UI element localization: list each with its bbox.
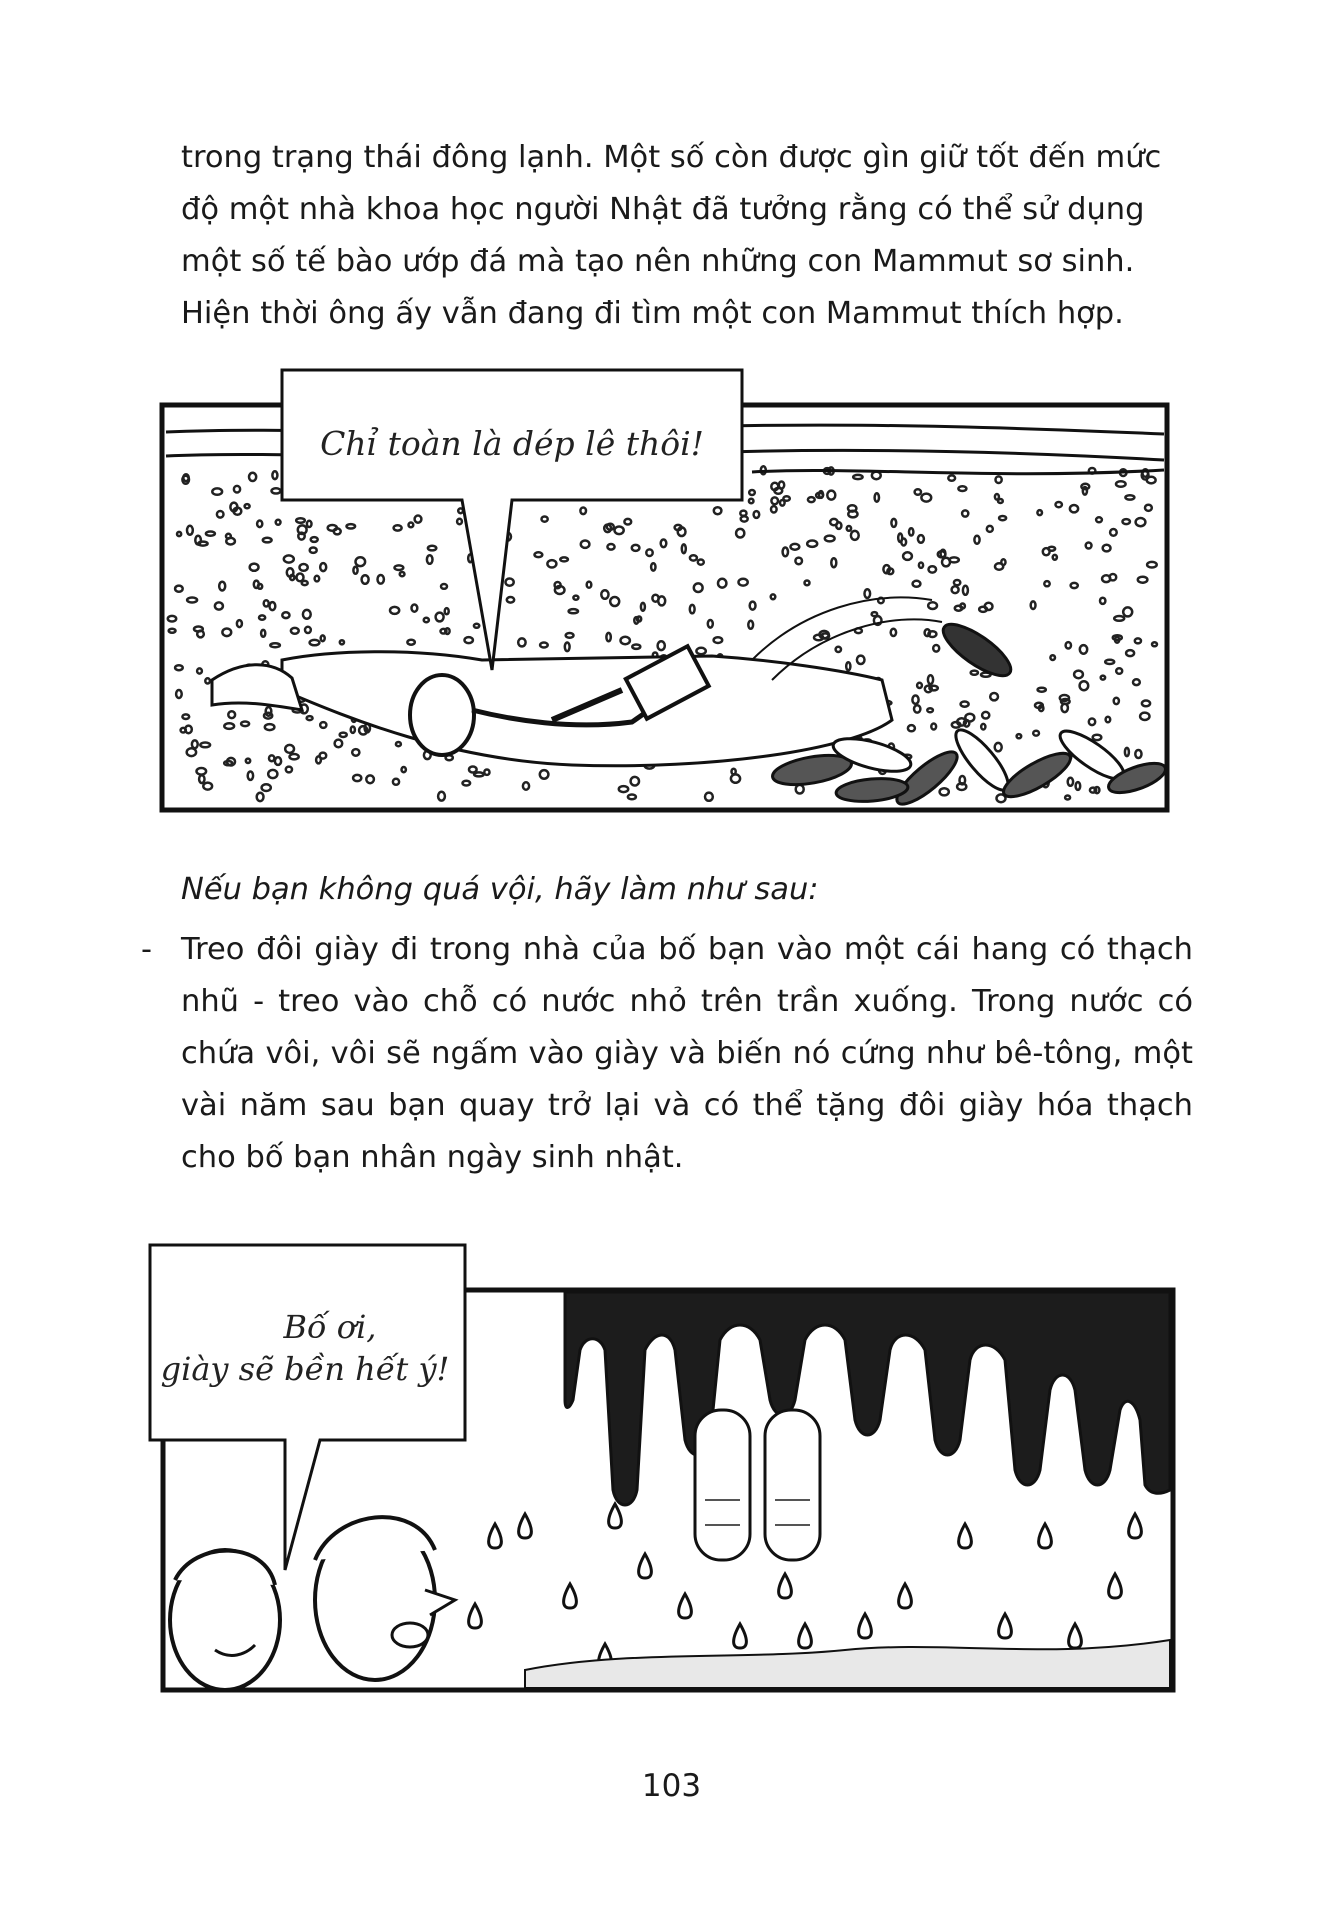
text-line: trong trạng thái đông lạnh. Một số còn được gìn giữ tốt đến mức: [181, 140, 1162, 175]
digging-illustration: [152, 360, 1177, 820]
list-item: Treo đôi giày đi trong nhà của bố bạn vào một cái hang có thạch nhũ - treo vào chỗ có nước nhỏ trên trần xuống. Trong nước có chứa vôi, vôi sẽ ngấm vào giày và biến nó cứng như bê-tông, một vài năm sau bạn quay trở lại và có thể tặng đôi giày hóa thạch cho bố bạn nhân ngày sinh nhật.: [181, 932, 1193, 1175]
cave-illustration: [145, 1240, 1185, 1700]
text-line: một số tế bào ướp đá mà tạo nên những con Mammut sơ sinh.: [181, 244, 1135, 279]
comic-panel-cave: [145, 1240, 1185, 1700]
speech-text: Chỉ toàn là dép lê thôi!: [320, 424, 704, 463]
intro-text: Nếu bạn không quá vội, hãy làm như sau:: [181, 872, 819, 907]
text-line: độ một nhà khoa học người Nhật đã tưởng rằng có thể sử dụng: [181, 192, 1145, 227]
speech-text-line2: giày sẽ bền hết ý!: [160, 1350, 450, 1388]
list-bullet: -: [141, 932, 153, 967]
speech-text-line1: Bố ơi,: [283, 1308, 377, 1346]
text-line: Hiện thời ông ấy vẫn đang đi tìm một con Mammut thích hợp.: [181, 296, 1124, 331]
child-figure: [170, 1550, 280, 1690]
comic-panel-digging: [152, 360, 1177, 820]
page-number: 103: [641, 1768, 702, 1804]
instruction-list: [141, 924, 1193, 1184]
body-paragraph-top: [181, 132, 1193, 340]
